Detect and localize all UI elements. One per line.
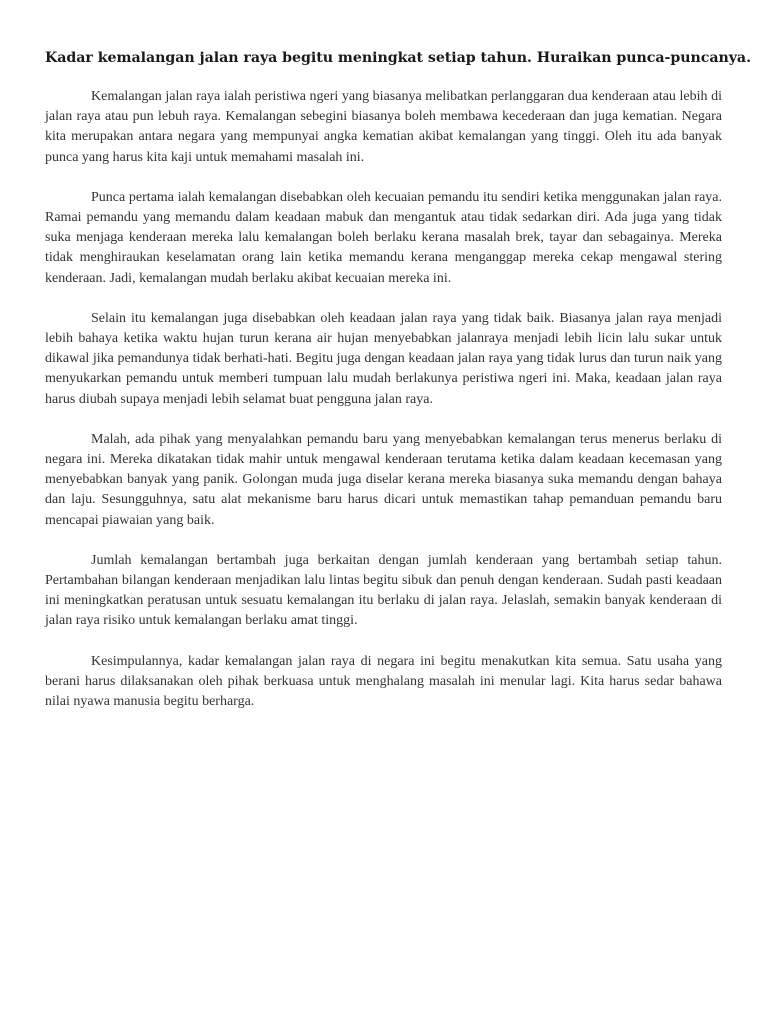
paragraph-road-conditions: Selain itu kemalangan juga disebabkan oleh keadaan jalan raya yang tidak baik. Biasanya jalan raya menjadi lebih bahaya ketika waktu hujan turun kerana air hujan menyebabkan jalanraya menjadi lebih licin lalu sukar untuk dikawal jika pemandunya tidak berhati-hati. Begitu juga dengan keadaan jalan raya yang tidak lurus dan turun naik yang menyukarkan pemandu untuk memberi tumpuan lalu mudah berlakunya peristiwa ngeri ini. Maka, keadaan jalan raya harus diubah supaya menjadi lebih selamat buat pengguna jalan raya.: [45, 310, 722, 407]
paragraph-driver-negligence: Punca pertama ialah kemalangan disebabkan oleh kecuaian pemandu itu sendiri ketika menggunakan jalan raya. Ramai pemandu yang memandu dalam keadaan mabuk dan mengantuk atau tidak sedarkan diri. Ada juga yang tidak suka menjaga kenderaan mereka lalu kemalangan boleh berlaku kerana masalah brek, tayar dan sebagainya. Mereka tidak menghiraukan keselamatan orang lain ketika memandu kerana menganggap mereka cekap mengawal stering kenderaan. Jadi, kemalangan mudah berlaku akibat kecuaian mereka ini.: [45, 189, 722, 286]
essay-title: Kadar kemalangan jalan raya begitu meningkat setiap tahun. Huraikan punca-puncanya.: [45, 50, 751, 66]
paragraph-new-drivers: Malah, ada pihak yang menyalahkan pemandu baru yang menyebabkan kemalangan terus menerus berlaku di negara ini. Mereka dikatakan tidak mahir untuk mengawal kenderaan terutama ketika dalam keadaan kecemasan yang menyebabkan banyak yang panik. Golongan muda juga diselar kerana mereka biasanya suka memandu dengan bahaya dan laju. Sesungguhnya, satu alat mekanisme baru harus dicari untuk memastikan tahap pemanduan pemandu baru mencapai piawaian yang baik.: [45, 431, 722, 528]
paragraph-introduction: Kemalangan jalan raya ialah peristiwa ngeri yang biasanya melibatkan perlanggaran dua kenderaan atau lebih di jalan raya atau pun lebuh raya. Kemalangan sebegini biasanya boleh membawa kecederaan dan juga kematian. Negara kita merupakan antara negara yang mempunyai angka kematian akibat kemalangan yang tinggi. Oleh itu ada banyak punca yang harus kita kaji untuk memahami masalah ini.: [45, 89, 722, 165]
paragraph-conclusion: Kesimpulannya, kadar kemalangan jalan raya di negara ini begitu menakutkan kita semua. Satu usaha yang berani harus dilaksanakan oleh pihak berkuasa untuk menghalang masalah ini menular lagi. Kita harus sedar bahawa nilai nyawa manusia begitu berharga.: [45, 653, 722, 710]
paragraph-vehicle-count: Jumlah kemalangan bertambah juga berkaitan dengan jumlah kenderaan yang bertambah setiap tahun. Pertambahan bilangan kenderaan menjadikan lalu lintas begitu sibuk dan penuh dengan kenderaan. Sudah pasti keadaan ini meningkatkan peratusan untuk sesuatu kemalangan itu berlaku di jalan raya. Jelaslah, semakin banyak kenderaan di jalan raya risiko untuk kemalangan berlaku amat tinggi.: [45, 552, 722, 629]
